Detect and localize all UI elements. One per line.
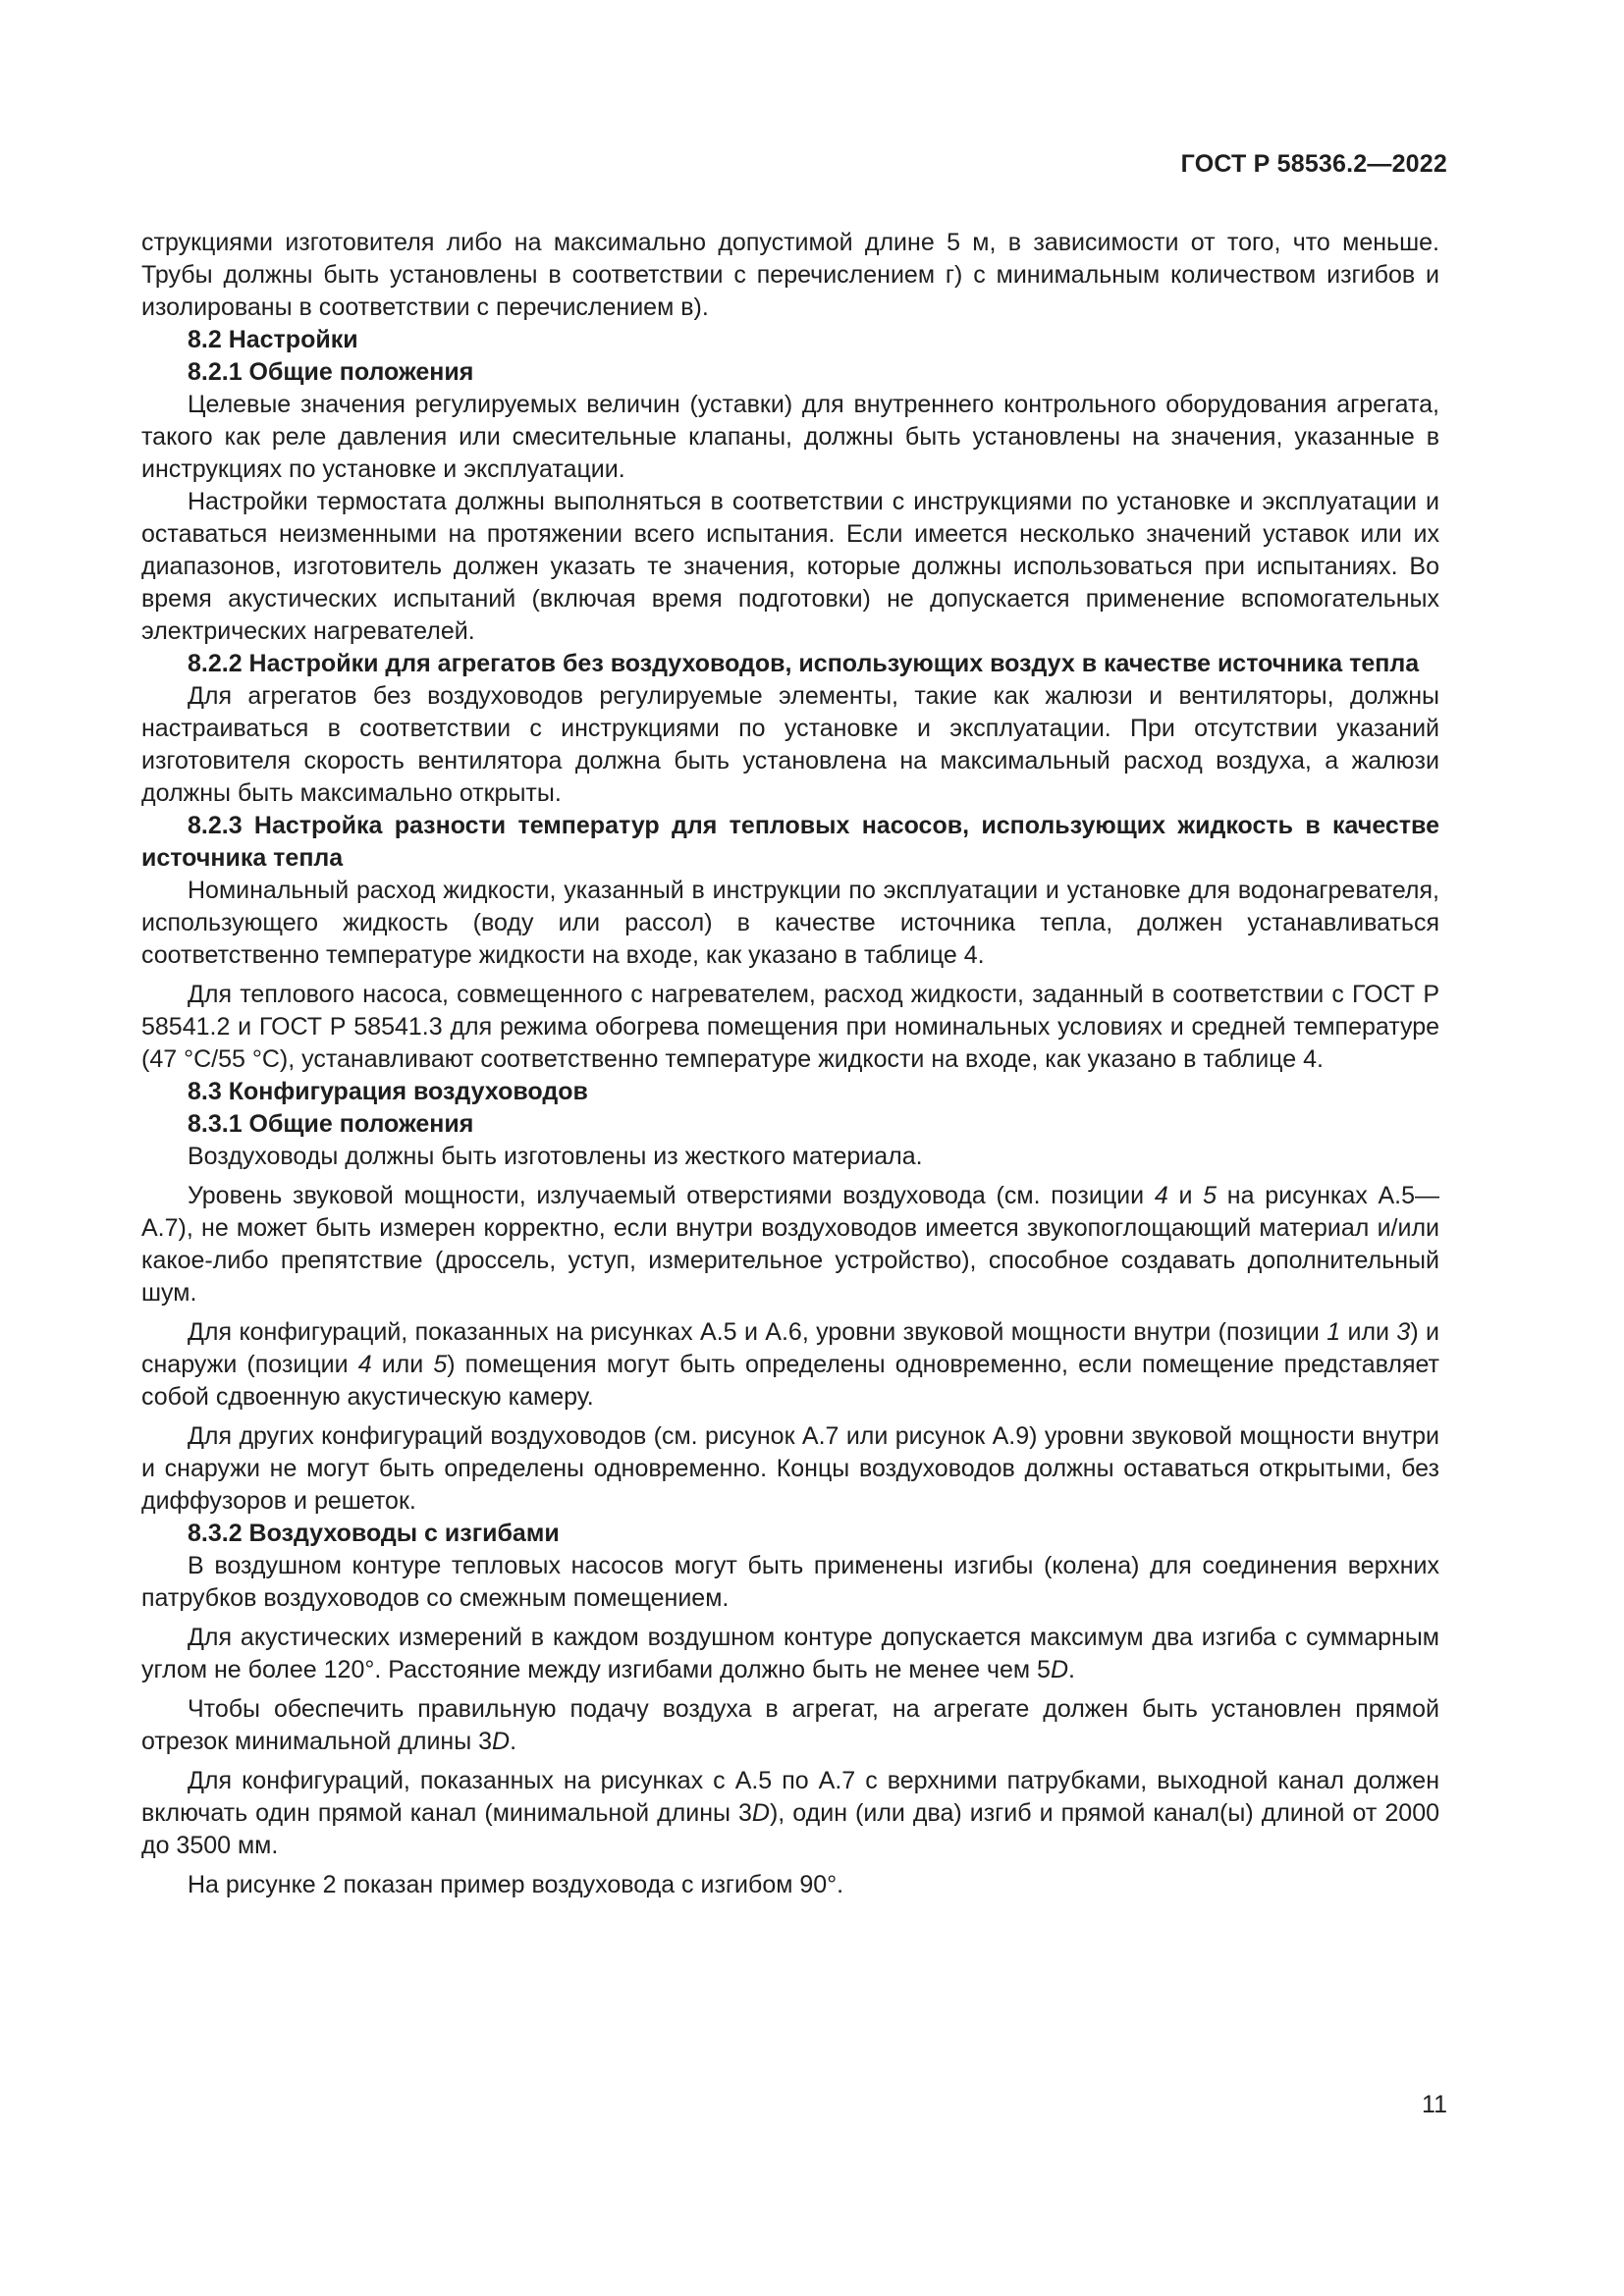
document-id-header: ГОСТ Р 58536.2—2022 (1180, 150, 1447, 178)
section-heading-8-2: 8.2 Настройки (188, 326, 358, 353)
paragraph: Воздуховоды должны быть изготовлены из жесткого материала. (188, 1143, 923, 1170)
paragraph: струкциями изготовителя либо на максимально допустимой длине 5 м, в зависимости от того, что меньше. Трубы должны быть установлены в соответствии с перечислением г) с минимальным количеством изгибов и изолированы в соответствии с перечислением в). (141, 229, 1439, 321)
subsection-heading-8-2-3: 8.2.3 Настройка разности температур для тепловых насосов, использующих жидкость в качестве источника тепла (141, 812, 1439, 872)
paragraph: Целевые значения регулируемых величин (уставки) для внутреннего контрольного оборудования агрегата, такого как реле давления или смесительные клапаны, должны быть установлены на значения, указанные в инструкциях по установке и эксплуатации. (141, 391, 1439, 483)
paragraph: Для агрегатов без воздуховодов регулируемые элементы, такие как жалюзи и вентиляторы, должны настраиваться в соответствии с инструкциями по установке и эксплуатации. При отсутствии указаний изготовителя скорость вентилятора должна быть установлена на максимальный расход воздуха, а жалюзи должны быть максимально открыты. (141, 682, 1439, 807)
page-body (141, 227, 1439, 1901)
paragraph: Для теплового насоса, совмещенного с нагревателем, расход жидкости, заданный в соответствии с ГОСТ Р 58541.2 и ГОСТ Р 58541.3 для режима обогрева помещения при номинальных условиях и средней температуре (47 °C/55 °C), устанавливают соответственно температуре жидкости на входе, как указано в таблице 4. (141, 981, 1439, 1073)
page-number: 11 (1422, 2091, 1447, 2118)
subsection-heading-8-2-1: 8.2.1 Общие положения (188, 358, 474, 386)
paragraph: Номинальный расход жидкости, указанный в инструкции по эксплуатации и установке для водонагревателя, использующего жидкость (воду или рассол) в качестве источника тепла, должен устанавливаться соответственно температуре жидкости на входе, как указано в таблице 4. (141, 877, 1439, 969)
section-heading-8-3: 8.3 Конфигурация воздуховодов (188, 1078, 588, 1105)
subsection-heading-8-3-2: 8.3.2 Воздуховоды с изгибами (188, 1520, 560, 1547)
paragraph: Уровень звуковой мощности, излучаемый отверстиями воздуховода (см. позиции 4 и 5 на рисунках А.5—А.7), не может быть измерен корректно, если внутри воздуховодов имеется звукопоглощающий материал и/или какое-либо препятствие (дроссель, уступ, измерительное устройство), способное создавать дополнительный шум. (141, 1182, 1440, 1307)
paragraph: Чтобы обеспечить правильную подачу воздуха в агрегат, на агрегате должен быть установлен прямой отрезок минимальной длины 3D. (141, 1695, 1439, 1755)
paragraph: В воздушном контуре тепловых насосов могут быть применены изгибы (колена) для соединения верхних патрубков воздуховодов со смежным помещением. (141, 1552, 1439, 1612)
subsection-heading-8-3-1: 8.3.1 Общие положения (188, 1110, 474, 1138)
paragraph: Для акустических измерений в каждом воздушном контуре допускается максимум два изгиба с суммарным углом не более 120°. Расстояние между изгибами должно быть не менее чем 5D. (141, 1624, 1439, 1683)
paragraph: Для конфигураций, показанных на рисунках с А.5 по А.7 с верхними патрубками, выходной канал должен включать один прямой канал (минимальной длины 3D), один (или два) изгиб и прямой канал(ы) длиной от 2000 до 3500 мм. (141, 1767, 1439, 1859)
subsection-heading-8-2-2: 8.2.2 Настройки для агрегатов без воздуховодов, использующих воздух в качестве источника тепла (188, 650, 1420, 677)
paragraph: На рисунке 2 показан пример воздуховода с изгибом 90°. (188, 1871, 844, 1898)
paragraph: Настройки термостата должны выполняться в соответствии с инструкциями по установке и эксплуатации и оставаться неизменными на протяжении всего испытания. Если имеется несколько значений уставок или их диапазонов, изготовитель должен указать те значения, которые должны использоваться при испытаниях. Во время акустических испытаний (включая время подготовки) не допускается применение вспомогательных электрических нагревателей. (141, 488, 1439, 645)
paragraph: Для конфигураций, показанных на рисунках А.5 и А.6, уровни звуковой мощности внутри (позиции 1 или 3) и снаружи (позиции 4 или 5) помещения могут быть определены одновременно, если помещение представляет собой сдвоенную акустическую камеру. (141, 1318, 1439, 1411)
paragraph: Для других конфигураций воздуховодов (см. рисунок А.7 или рисунок А.9) уровни звуковой мощности внутри и снаружи не могут быть определены одновременно. Концы воздуховодов должны оставаться открытыми, без диффузоров и решеток. (141, 1422, 1439, 1515)
